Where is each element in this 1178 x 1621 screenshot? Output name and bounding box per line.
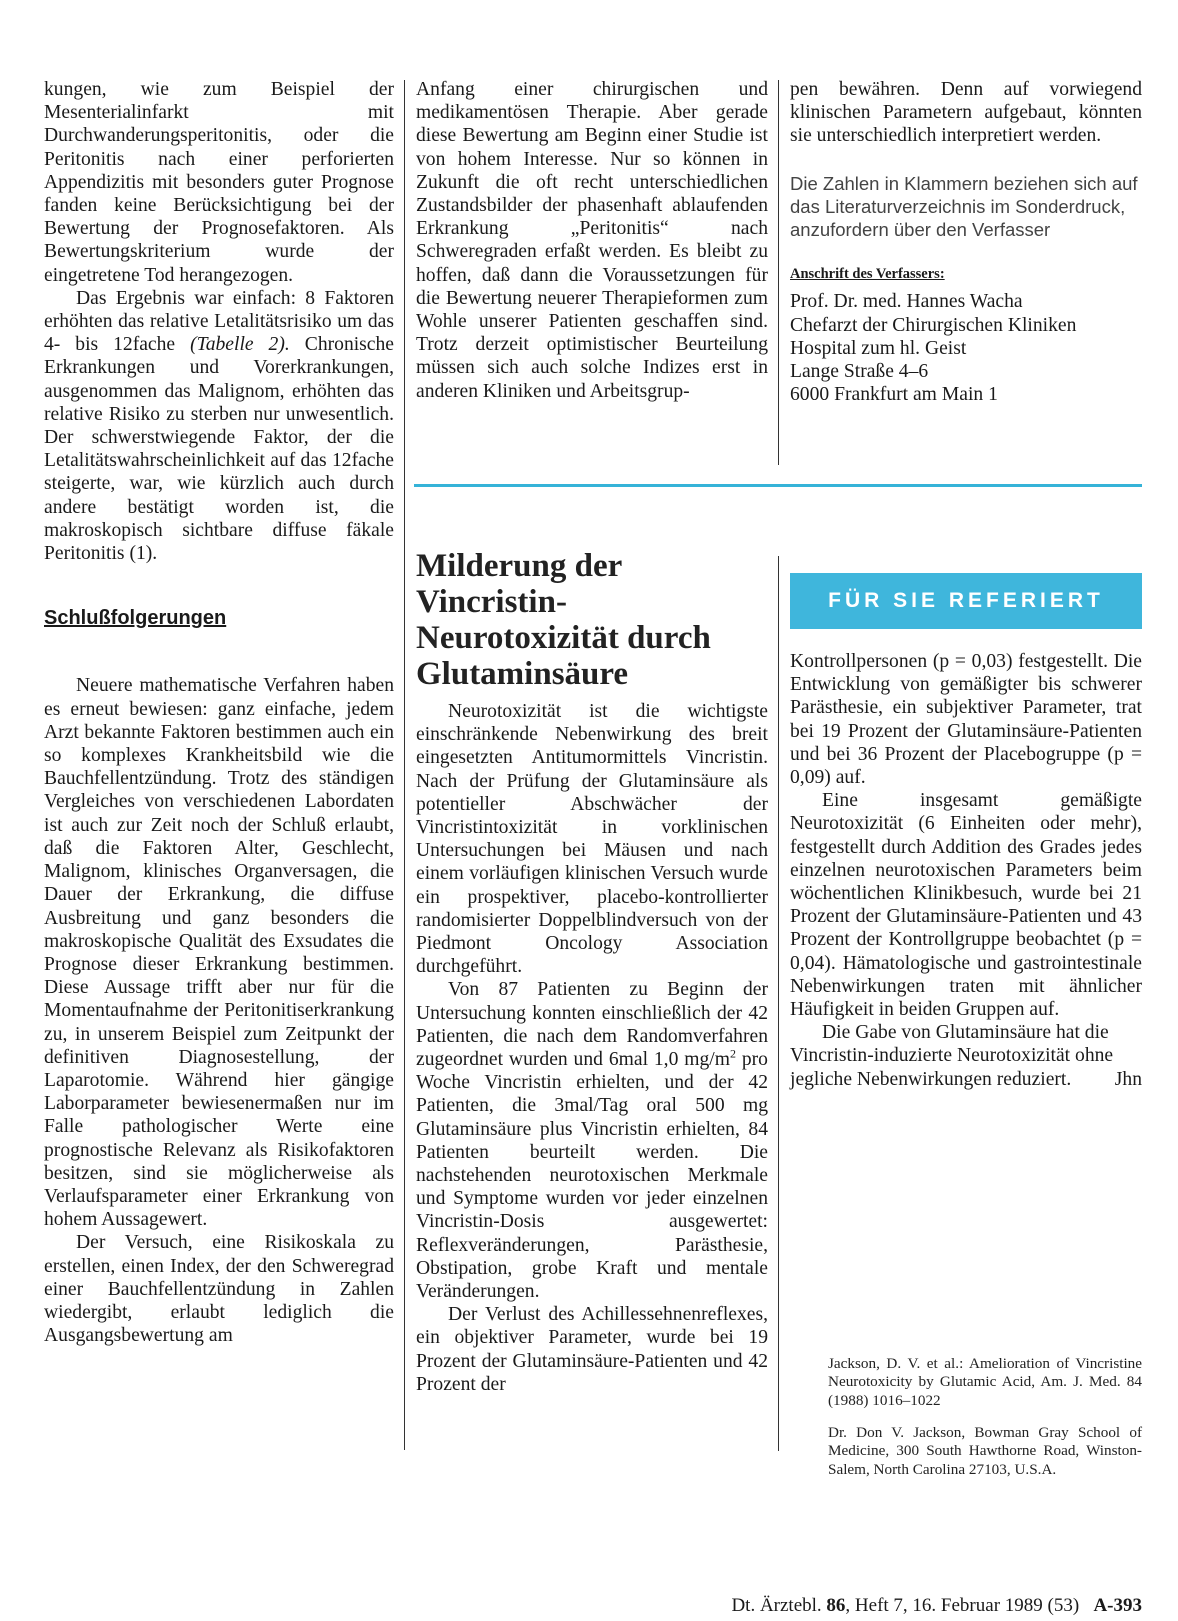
- reference-address: Dr. Don V. Jackson, Bowman Gray School of Medicine, 300 South Hawthorne Road, Winston-Salem, North Carolina 27103, U.S.A.: [828, 1424, 1142, 1478]
- body-paragraph: Kontrollpersonen (p = 0,03) festgestellt. Die Entwicklung von gemäßigter bis schwerer Parästhesie, ein subjektiver Parameter, trat bei 19 Prozent der Glutaminsäure-Patienten und bei 36 Prozent der Placebogruppe (p = 0,09) auf.: [790, 651, 1142, 789]
- address-line: 6000 Frankfurt am Main 1: [790, 384, 998, 406]
- section-badge: FÜR SIE REFERIERT: [790, 573, 1142, 629]
- reference-note: Die Zahlen in Klammern beziehen sich auf das Literaturverzeichnis im Sonderdruck, anzufordern über den Verfasser: [790, 172, 1138, 241]
- address-line: Prof. Dr. med. Hannes Wacha: [790, 291, 1023, 313]
- address-heading: Anschrift des Verfassers:: [790, 266, 945, 283]
- body-paragraph: Eine insgesamt gemäßigte Neurotoxizität (6 Einheiten oder mehr), festgestellt durch Addition des Grades jedes einzelnen neurotoxischen Parameters beim wöchentlichen Klinikbesuch, wurde bei 21 Prozent der Glutaminsäure-Patienten und 43 Prozent der Kontrollgruppe beobachtet (p = 0,04). Hämatologische und gastrointestinale Nebenwirkungen traten mit ähnlicher Häufigkeit in beiden Gruppen auf.: [790, 790, 1142, 1021]
- body-paragraph: Der Versuch, eine Risikoskala zu erstellen, einen Index, der den Schweregrad einer Bauchfellentzündung in Zahlen wiedergibt, erlaubt lediglich die Ausgangsbewertung am: [44, 1232, 394, 1347]
- body-paragraph: Das Ergebnis war einfach: 8 Faktoren erhöhten das relative Letalitätsrisiko um das 4- bis 12fache (Tabelle 2). Chronische Erkrankungen und Vorerkrankungen, ausgenommen das Malignom, erhöhten das relative Risiko zu sterben nur unwesentlich. Der schwerstwiegende Faktor, der die Letalitätswahrscheinlichkeit auf das 12fache steigerte, war, wie kürzlich auch durch andere bestätigt worden ist, die makroskopisch sichtbare diffuse fäkale Peritonitis (1).: [44, 287, 394, 565]
- column-3: [790, 78, 1142, 406]
- address-line: Hospital zum hl. Geist: [790, 337, 967, 359]
- column-1: [44, 78, 394, 1347]
- body-paragraph: Neurotoxizität ist die wichtigste einschränkende Nebenwirkung des breit eingesetzten Antitumormittels Vincristin. Nach der Prüfung der Glutaminsäure als potentieller Abschwächer der Vincristintoxizität in vorklinischen Untersuchungen bei Mäusen und nach einem vorläufigen klinischen Versuch wurde ein prospektiver, placebo-kontrollierter randomisierter Doppelblindversuch von der Piedmont Oncology Association durchgeführt.: [416, 701, 768, 978]
- table-reference: (Tabelle 2).: [190, 334, 290, 356]
- body-paragraph: pen bewähren. Denn auf vorwiegend klinischen Parametern aufgebaut, könnten sie unterschiedlich interpretiert werden.: [790, 79, 1142, 147]
- column-divider: [404, 80, 405, 1450]
- body-paragraph: Neuere mathematische Verfahren haben es erneut bewiesen: ganz einfache, jedem Arzt bekannte Faktoren bestimmen auch ein so komplexes Krankheitsbild wie die Bauchfellentzündung. Trotz des ständigen Vergleiches von verschiedenen Labordaten ist auch zur Zeit noch der Schluß erlaubt, daß die Faktoren Alter, Geschlecht, Malignom, klinisches Organversagen, die Dauer der Erkrankung, die diffuse Ausbreitung und ganz besonders die makroskopische Qualität des Exsudates die Prognose dieser Erkrankung bestimmen. Diese Aussage trifft aber nur für die Momentaufnahme der Peritonitiserkrankung zu, in unserem Beispiel zum Zeitpunkt der definitiven Diagnosestellung, der Laparotomie. Während hier gängige Laborparameter bewiesenermaßen nur im Falle pathologischer Werte eine prognostische Relevanz als Risikofaktoren besitzen, sind sie möglicherweise als Verlaufsparameter einer Erkrankung von hohem Aussagewert.: [44, 675, 394, 1231]
- body-paragraph: Der Verlust des Achillessehnenreflexes, ein objektiver Parameter, wurde bei 19 Prozent der Glutaminsäure-Patienten und 42 Prozent der: [416, 1304, 768, 1395]
- column-divider: [778, 556, 779, 1451]
- section-separator: [414, 484, 1142, 487]
- body-paragraph: Anfang einer chirurgischen und medikamentösen Therapie. Aber gerade diese Bewertung am Beginn einer Studie ist von hohem Interesse. Nur so können in Zukunft die oft recht unterschiedlichen Zustandsbilder der phasenhaft ablaufenden Erkrankung „Peritonitis“ nach Schweregraden erfaßt werden. Es bleibt zu hoffen, daß dann die Voraussetzungen für die Bewertung neuerer Therapieformen zum Wohle unserer Patienten geschaffen sind. Trotz derzeit optimistischer Beurteilung müssen sich auch solche Indizes erst in anderen Kliniken und Arbeitsgrup-: [416, 79, 768, 402]
- body-paragraph: kungen, wie zum Beispiel der Mesenterialinfarkt mit Durchwanderungsperitonitis, oder die Peritonitis nach einer perforierten Appendizitis mit besonders guter Prognose fanden keine Berücksichtigung bei der Bewertung der Prognosefaktoren. Als Bewertungskriterium wurde der eingetretene Tod herangezogen.: [44, 79, 394, 286]
- address-line: Lange Straße 4–6: [790, 361, 929, 383]
- article-column-right: [790, 650, 1142, 1091]
- section-subheading: Schlußfolgerungen: [44, 607, 227, 630]
- address-line: Chefarzt der Chirurgischen Kliniken: [790, 314, 1077, 336]
- page-footer: Dt. Ärztebl. 86, Heft 7, 16. Februar 1989 (53) A-393: [731, 1595, 1142, 1616]
- body-paragraph: Von 87 Patienten zu Beginn der Untersuchung konnten einschließlich der 42 Patienten, die nach dem Randomverfahren zugeordnet wurden und 6mal 1,0 $mg/m^2$ pro Woche Vincristin erhielten, und der 42 Patienten, die 3mal/Tag oral 500 mg Glutaminsäure plus Vincristin erhielten, 84 Patienten beurteilt werden. Die nachstehenden neurotoxischen Merkmale und Symptome wurden vor jeder einzelnen Vincristin-Dosis ausgewertet: Reflexveränderungen, Parästhesie, Obstipation, grobe Kraft und mentale Veränderungen.: [416, 979, 768, 1303]
- author-signature: Jhn: [1114, 1068, 1142, 1090]
- body-paragraph: Die Gabe von Glutaminsäure hat die Vincristin-induzierte Neurotoxizität ohne jegliche Nebenwirkungen reduziert. Jhn: [790, 1022, 1142, 1090]
- reference-citation: Jackson, D. V. et al.: Amelioration of Vincristine Neurotoxicity by Glutamic Acid, Am. J. Med. 84 (1988) 1016–1022: [828, 1355, 1142, 1409]
- page-number: A-393: [1093, 1595, 1142, 1616]
- column-divider: [778, 80, 779, 465]
- article-headline: Milderung der Vincristin- Neurotoxizität durch Glutaminsäure: [416, 548, 711, 692]
- column-2: [416, 78, 768, 403]
- article-column-left: [416, 700, 768, 1396]
